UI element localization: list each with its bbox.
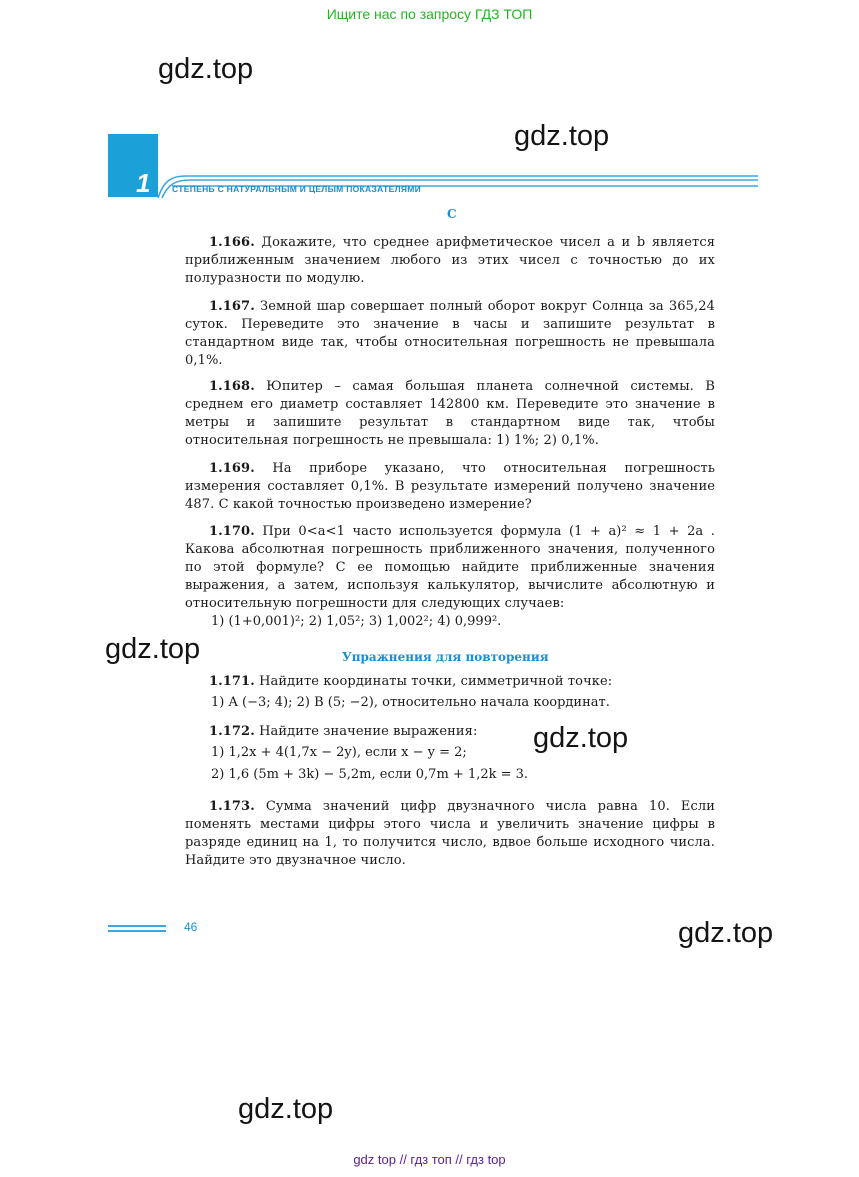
header-rule bbox=[150, 160, 770, 200]
problem-1171 bbox=[185, 673, 715, 691]
problem-1168 bbox=[185, 378, 715, 450]
problem-1172 bbox=[185, 723, 715, 741]
section-label: C bbox=[447, 207, 457, 221]
chapter-title: СТЕПЕНЬ С НАТУРАЛЬНЫМ И ЦЕЛЫМ ПОКАЗАТЕЛЯМИ bbox=[172, 184, 422, 194]
problem-text: При 0<a<1 часто используется формула (1 + a)² ≈ 1 + 2a . Какова абсолютная погрешность приближенного значения, полученного по этой формуле? С ее помощью найдите приближенные значения выражения, а затем, используя калькулятор, вычислите абсолютную и относительную погрешности для следующих случаев: bbox=[185, 524, 715, 611]
problem-text: Сумма значений цифр двузначного числа равна 10. Если поменять местами цифры этого числа и увеличить значение цифры в разряде единиц на 1, то получится число, вдвое больше исходного числа. Найдите это двузначное число. bbox=[185, 799, 715, 868]
problem-1171-line: 1) A (−3; 4); 2) B (5; −2), относительно начала координат. bbox=[211, 695, 610, 710]
review-heading: Упражнения для повторения bbox=[342, 650, 549, 664]
problem-1172-line-2: 2) 1,6 (5m + 3k) − 5,2m, если 0,7m + 1,2k = 3. bbox=[211, 767, 529, 782]
problem-1170-cases: 1) (1+0,001)²; 2) 1,05²; 3) 1,002²; 4) 0,999². bbox=[211, 614, 502, 629]
problem-number: 1.168. bbox=[209, 379, 255, 394]
problem-text: Найдите значение выражения: bbox=[259, 724, 478, 739]
problem-text: На приборе указано, что относительная погрешность измерения составляет 0,1%. В результате измерений получено значение 487. С какой точностью произведено измерение? bbox=[185, 461, 716, 512]
problem-1173 bbox=[185, 798, 715, 870]
problem-number: 1.169. bbox=[209, 461, 255, 476]
watermark: gdz.top bbox=[158, 53, 254, 85]
bottom-links[interactable]: gdz top // гдз топ // гдз top bbox=[353, 1152, 506, 1167]
footer-rule bbox=[108, 930, 166, 932]
problem-number: 1.173. bbox=[209, 799, 255, 814]
watermark: gdz.top bbox=[678, 917, 774, 949]
top-banner: Ищите нас по запросу ГДЗ ТОП bbox=[326, 6, 533, 22]
problem-1169 bbox=[185, 460, 715, 514]
watermark: gdz.top bbox=[533, 722, 629, 754]
problem-1170 bbox=[185, 523, 715, 613]
problem-1172-line-1: 1) 1,2x + 4(1,7x − 2y), если x − y = 2; bbox=[211, 745, 467, 760]
problem-text: Юпитер – самая большая планета солнечной системы. В среднем его диаметр составляет 142800 км. Переведите это значение в метры и запишите результат в стандартном виде так, чтобы относительная погрешность не превышала: 1) 1%; 2) 0,1%. bbox=[185, 379, 715, 448]
problem-number: 1.171. bbox=[209, 674, 255, 689]
problem-text: Найдите координаты точки, симметричной точке: bbox=[259, 674, 613, 689]
problem-number: 1.170. bbox=[209, 524, 255, 539]
watermark: gdz.top bbox=[105, 633, 201, 665]
problem-number: 1.166. bbox=[209, 235, 255, 250]
page-number: 46 bbox=[184, 920, 198, 934]
problem-number: 1.172. bbox=[209, 724, 255, 739]
problem-1166 bbox=[185, 234, 715, 288]
problem-1167 bbox=[185, 298, 715, 370]
watermark: gdz.top bbox=[514, 120, 610, 152]
problem-text: Докажите, что среднее арифметическое чисел a и b является приближенным значением любого из этих чисел с точностью до их полуразности по модулю. bbox=[185, 235, 716, 286]
footer-rule bbox=[108, 925, 166, 927]
watermark: gdz.top bbox=[238, 1093, 334, 1125]
chapter-number: 1 bbox=[136, 168, 151, 198]
problem-text: Земной шар совершает полный оборот вокруг Солнца за 365,24 суток. Переведите это значение в часы и запишите результат в стандартном виде так, чтобы относительная погрешность не превышала 0,1%. bbox=[185, 299, 715, 368]
problem-number: 1.167. bbox=[209, 299, 255, 314]
